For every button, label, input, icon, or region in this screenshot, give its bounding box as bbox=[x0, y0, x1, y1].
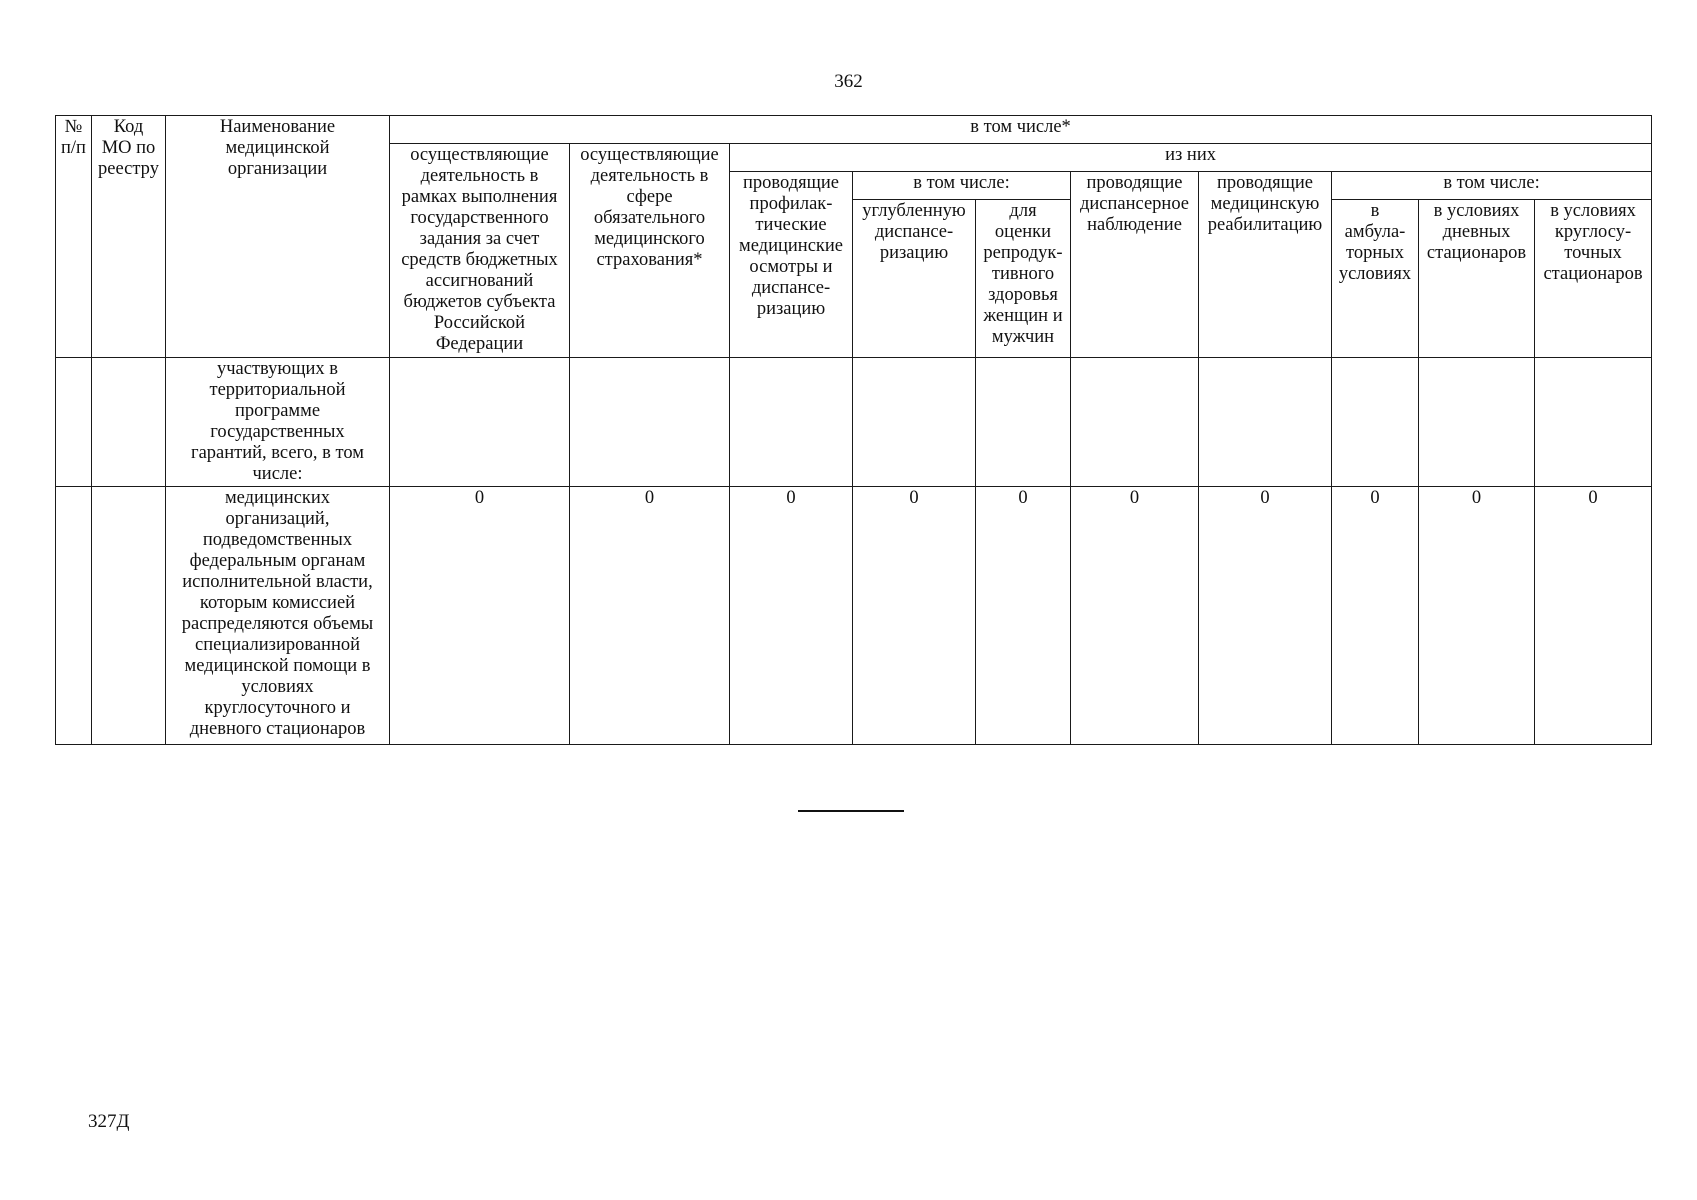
row-value: 0 bbox=[1332, 487, 1419, 745]
header-preventive: проводящие профилак- тические медицинские осмотры и диспансе- ризацию bbox=[730, 172, 853, 358]
row-value: 0 bbox=[1199, 487, 1332, 745]
row-value: 0 bbox=[1071, 487, 1199, 745]
row-value bbox=[1419, 358, 1535, 487]
row-num bbox=[56, 487, 92, 745]
header-ambulatory: в амбула- торных условиях bbox=[1332, 200, 1419, 358]
header-oms: осуществляющие деятельность в сфере обязательного медицинского страхования* bbox=[570, 144, 730, 358]
row-value bbox=[730, 358, 853, 487]
header-row-1 bbox=[56, 116, 1652, 144]
row-value: 0 bbox=[390, 487, 570, 745]
row-value: 0 bbox=[976, 487, 1071, 745]
row-value bbox=[1199, 358, 1332, 487]
header-group-including: в том числе* bbox=[390, 116, 1652, 144]
row-value bbox=[1071, 358, 1199, 487]
header-code: Код МО по реестру bbox=[92, 116, 166, 358]
header-dispensary-observation: проводящие диспансерное наблюдение bbox=[1071, 172, 1199, 358]
row-num bbox=[56, 358, 92, 487]
header-rehabilitation: проводящие медицинскую реабилитацию bbox=[1199, 172, 1332, 358]
row-org-name: медицинских организаций, подведомственных федеральным органам исполнительной власти, которым комиссией распределяются объемы специализированной медицинской помощи в условиях круглосуточного и дневного стационаров bbox=[166, 487, 390, 745]
header-group-including-2: в том числе: bbox=[853, 172, 1071, 200]
row-value: 0 bbox=[570, 487, 730, 745]
row-value bbox=[570, 358, 730, 487]
row-value bbox=[1332, 358, 1419, 487]
header-day-hospital: в условиях дневных стационаров bbox=[1419, 200, 1535, 358]
row-org-name: участвующих в территориальной программе государственных гарантий, всего, в том числе: bbox=[166, 358, 390, 487]
table-row bbox=[56, 358, 1652, 487]
row-value: 0 bbox=[1419, 487, 1535, 745]
row-value bbox=[1535, 358, 1652, 487]
row-value: 0 bbox=[730, 487, 853, 745]
header-round-the-clock-hospital: в условиях круглосу- точных стационаров bbox=[1535, 200, 1652, 358]
row-value bbox=[390, 358, 570, 487]
header-state-assignment: осуществляющие деятельность в рамках выполнения государственного задания за счет средств бюджетных ассигнований бюджетов субъекта Российской Федерации bbox=[390, 144, 570, 358]
row-value bbox=[853, 358, 976, 487]
table-row bbox=[56, 487, 1652, 745]
header-deep-dispensarization: углубленную диспансе- ризацию bbox=[853, 200, 976, 358]
header-group-of-them: из них bbox=[730, 144, 1652, 172]
header-reproductive-health: для оценки репродук- тивного здоровья женщин и мужчин bbox=[976, 200, 1071, 358]
medical-organizations-table bbox=[55, 115, 1652, 745]
row-code bbox=[92, 358, 166, 487]
row-value: 0 bbox=[1535, 487, 1652, 745]
row-code bbox=[92, 487, 166, 745]
document-code: 327Д bbox=[88, 1111, 130, 1132]
header-group-including-3: в том числе: bbox=[1332, 172, 1652, 200]
end-of-table-rule bbox=[798, 810, 904, 812]
page-number: 362 bbox=[834, 71, 863, 92]
header-num: № п/п bbox=[56, 116, 92, 358]
row-value bbox=[976, 358, 1071, 487]
header-org-name: Наименование медицинской организации bbox=[166, 116, 390, 358]
row-value: 0 bbox=[853, 487, 976, 745]
